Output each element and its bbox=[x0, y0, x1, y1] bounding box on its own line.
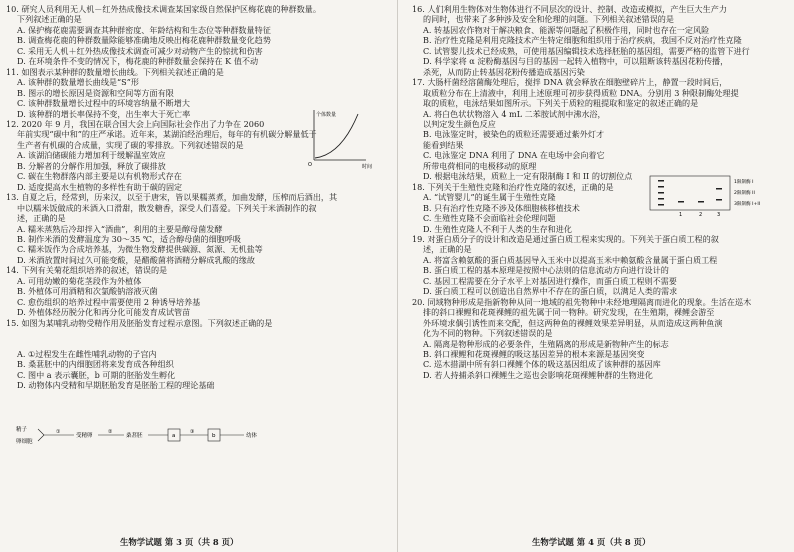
right-page-line: C. 生殖性克隆不会面临社会伦理问题 bbox=[423, 213, 556, 224]
right-page-line: C. 巡木措湖中所有斜口裸鲤个体的吸这基因组成了该种群的基因库 bbox=[423, 359, 661, 370]
legend-3: 3限制酶 I+II bbox=[734, 202, 761, 207]
node-zygote: 受精卵 bbox=[76, 433, 93, 439]
origin-label: O bbox=[308, 162, 312, 168]
left-page-line: D. 该种群的增长率保持不变，出生率大于死亡率 bbox=[17, 108, 191, 119]
left-page-line: B. 桑葚胚中的内细胞团将来发育成各种组织 bbox=[17, 359, 174, 370]
right-page-line: A. 将富含赖氨酸的蛋白质基因导入玉米中以提高玉米中赖氨酸含量属于蛋白质工程 bbox=[423, 254, 718, 265]
right-page-line: A. 将白色状状物溶入 4 mL 二苯胺试剂中沸水浴， bbox=[423, 108, 606, 119]
right-page-line: 19. 对蛋白质分子的设计和改造是通过蛋白质工程来实现的。下列关于蛋白质工程的叙 bbox=[412, 233, 719, 244]
node-morula: 桑葚胚 bbox=[126, 433, 143, 439]
left-page-line: A. 可用幼嫩的菊花茎段作为外植体 bbox=[17, 275, 142, 286]
right-page-line: 的同时，也带来了多种涉及安全和伦理的问题。下列相关叙述错误的是 bbox=[423, 14, 674, 25]
left-page-line: 生产者有机碳的合成量，实现了碳的零排放。下列叙述错误的是 bbox=[17, 139, 244, 150]
left-page-line: D. 动物体内受精和早期胚胎发育是胚胎工程的理论基础 bbox=[17, 380, 215, 391]
right-page-line: C. 试管婴儿技术已经成熟，可使用基因编辑技术选择胚胎的基因组，需要严格的监管下进行 bbox=[423, 45, 750, 56]
right-page-line: B. 电泳鉴定时，被染色的质粒还需要通过紫外灯才 bbox=[423, 129, 605, 140]
left-page-line: A. 保护梅花鹿需要调查其种群密度、年龄结构和生态位等种群数量特征 bbox=[17, 24, 271, 35]
right-page-line: 以判定发生颜色反应 bbox=[423, 118, 496, 129]
right-page-line: 述，正确的是 bbox=[423, 244, 472, 255]
right-page-line: D. 蛋白质工程可以创造出自然界中不存在的蛋白质，以满足人类的需求 bbox=[423, 286, 678, 297]
footer-page-4: 生物学试题 第 4 页（共 8 页） bbox=[532, 537, 651, 547]
left-page-line: 下列叙述正确的是 bbox=[17, 14, 82, 25]
left-page-line: 14. 下列有关菊花组织培养的叙述，错误的是 bbox=[6, 265, 168, 276]
right-page-line: 杀死，从而防止转基因花粉传播造成基因污染 bbox=[423, 66, 585, 77]
right-page-line: 排的斜口裸鲤和花斑裸鲤的祖先属于同一物种。研究发现，在生殖期，裸鲤会游至 bbox=[423, 307, 715, 318]
right-page-line: 化为不同的物种。下列叙述错误的是 bbox=[423, 328, 553, 339]
lane-1: 1 bbox=[679, 212, 683, 218]
right-page-line: D. 根据电泳结果，质粒上一定有限制酶 I 和 II 的切割位点 bbox=[423, 171, 633, 182]
left-page-line: 12. 2020 年 9 月，我国在联合国大会上向国际社会作出了力争在 2060 bbox=[6, 118, 265, 129]
legend-1: 1限制酶 I bbox=[734, 180, 754, 185]
y-axis-label: 个体数量 bbox=[316, 112, 337, 118]
step-3: ③ bbox=[190, 429, 195, 435]
left-page-line: D. 适度提高水生植物的多样性有助于碳的固定 bbox=[17, 181, 183, 192]
lane-3: 3 bbox=[717, 212, 721, 218]
right-page-line: 17. 大肠杆菌经溶菌酶处理后，搅拌 DNA 就会释放在细胞壁碎片上，静置一段时间后， bbox=[412, 77, 728, 88]
right-page-line: C. 基因工程需要在分子水平上对基因进行操作，而蛋白质工程则不需要 bbox=[423, 275, 677, 286]
left-page-line bbox=[6, 339, 382, 349]
right-page-line: 能看到结果 bbox=[423, 139, 464, 150]
right-page-line: A. “试管婴儿”的诞生属于生殖性克隆 bbox=[423, 192, 556, 203]
footer-page-3: 生物学试题 第 3 页（共 8 页） bbox=[120, 537, 239, 547]
right-page-line: C. 电泳鉴定 DNA 利用了 DNA 在电场中会向着它 bbox=[423, 150, 605, 161]
left-page-line: B. 调查梅花鹿的种群数量除能够准确地反映出梅花鹿种群数量变化趋势 bbox=[17, 35, 271, 46]
node-offspring: 幼体 bbox=[246, 433, 258, 439]
right-page-line: A. 隔离是物种形成的必要条件，生殖隔离的形成是新物种产生的标志 bbox=[423, 338, 669, 349]
right-page-line: A. 转基因农作物对于解决粮食、能源等问题起了积极作用，同时也存在一定风险 bbox=[423, 24, 710, 35]
right-page-line: 外环境求偶引诱性而来交配，但这两种鱼的裸鲤效果差异明显，从而造成这两种鱼演 bbox=[423, 317, 723, 328]
left-page-line: A. 糯米蒸熟后冷却拌入“酒曲”，利用的主要是醇母菌发酵 bbox=[17, 223, 223, 234]
right-page-line: B. 只有治疗性克隆不涉及体细胞核移植技术 bbox=[423, 202, 580, 213]
left-page-line: B. 制作米酒的发酵温度为 30～35 ℃，适合醇母菌的细胞呼吸 bbox=[17, 233, 241, 244]
left-page-line: C. 图中 a 表示囊胚，b 可期的胚胎发生孵化 bbox=[17, 369, 176, 380]
left-page-line: C. 采用无人机＋红外热成像技术调查可减少对动物产生的惊扰和伤害 bbox=[17, 45, 263, 56]
right-page-line: D. 若人持捕杀斜口裸鲤生之巡也会影响花斑裸鲤种群的生物进化 bbox=[423, 369, 653, 380]
node-egg: 卵细胞 bbox=[16, 439, 33, 445]
left-page-line: C. 该种群数量增长过程中的环境容纳量不断增大 bbox=[17, 98, 190, 109]
page-divider bbox=[397, 0, 398, 552]
left-page-line: C. 糯米饭作为合成培养基，为微生物发酵提供碳源、氮源、无机盐等 bbox=[17, 244, 263, 255]
node-b: b bbox=[212, 433, 216, 439]
left-page-line: 13. 自夏之后，经常到，历来汉，以至于唐宋，皆以果糯蒸煮，加曲发酵，压榨而后酒出，其 bbox=[6, 192, 338, 203]
left-page-line: C. 碳在生物群落内部主要是以有机物形式存在 bbox=[17, 171, 182, 182]
left-page-line: 10. 研究人员利用无人机－红外热成像技术调查某国家级自然保护区梅花鹿的种群数量。 bbox=[6, 4, 321, 14]
left-page-line: D. 外植体经历脱分化和再分化可能发育成试管苗 bbox=[17, 307, 191, 318]
step-1: ① bbox=[56, 429, 61, 435]
left-page-line: B. 外植体可用酒精和次氯酸钠溶液灭菌 bbox=[17, 286, 158, 297]
left-page-line: 11. 如图表示某种群的数量增长曲线。下列相关叙述正确的是 bbox=[6, 66, 224, 77]
right-page-line: B. 斜口裸鲤和花斑裸鲤的吸这基因差异的根本来源是基因突变 bbox=[423, 348, 645, 359]
left-page-line: C. 愈伤组织的培养过程中需要使用 2 种诱导培养基 bbox=[17, 296, 201, 307]
right-page-line: 16. 人们利用生物体对生物体进行不同层次的设计、控制、改造或模拟，产生巨大生产力 bbox=[412, 4, 727, 14]
left-page-line: 年前实现“碳中和”的庄严承诺。近年来，某湖泊经治理后，每年的有机碳分解量低于 bbox=[17, 129, 317, 140]
right-page-line: 18. 下列关于生殖性克隆和治疗性克隆的叙述，正确的是 bbox=[412, 181, 614, 192]
step-2: ② bbox=[108, 429, 113, 435]
lane-2: 2 bbox=[699, 212, 703, 218]
embryo-development-flow bbox=[12, 424, 328, 446]
left-page-column bbox=[6, 4, 382, 391]
left-page-line: 述，正确的是 bbox=[17, 213, 66, 224]
node-a: a bbox=[172, 433, 176, 439]
left-page-line: A. 该湖泊储碳能力增加利于缓解温室效应 bbox=[17, 150, 166, 161]
right-page-line: B. 蛋白质工程的基本原理是按照中心法则的信息流动方向进行设计的 bbox=[423, 265, 669, 276]
node-sperm: 精子 bbox=[16, 427, 28, 433]
growth-curve bbox=[315, 114, 358, 158]
right-page-line: D. 生殖性克隆人不利于人类的生存和进化 bbox=[423, 223, 572, 234]
right-page-line: 20. 同域物种形成是指新物种从同一地域的祖先物种中未经地理隔离而进化的现象。生活在巡木 bbox=[412, 296, 752, 307]
right-page-line: 所带电荷相同的电极移动的原理 bbox=[423, 160, 537, 171]
right-page-line: 取的质粒，电泳结果如图所示。下列关于质粒的粗提取和鉴定的叙述正确的是 bbox=[423, 98, 699, 109]
right-page-line: B. 治疗性克隆是利用克隆技术产生特定细胞和组织用于治疗疾病，我国不反对治疗性克隆 bbox=[423, 35, 742, 46]
left-page-line: A. 该种群的数量增长曲线是“S”形 bbox=[17, 77, 139, 88]
right-page-line: 取质粒分布在上清液中，利用上述原理可初步获得质粒 DNA。分别用 3 种限制酶处理提 bbox=[423, 87, 739, 98]
left-page-line: 中以糯米饭做成的米酒入口滑甜，散发糖香，深受人们喜爱。下列关于米酒制作的叙 bbox=[17, 202, 317, 213]
left-page-line: D. 米酒放置时间过久可能变酸，是醋酸菌将酒精分解成乳酸的缘故 bbox=[17, 254, 255, 265]
electrophoresis-figure bbox=[648, 174, 788, 218]
x-axis-label: 时间 bbox=[362, 164, 373, 170]
left-page-line: B. 分解者的分解作用加强，释放了碳排放 bbox=[17, 160, 166, 171]
legend-2: 2限制酶 II bbox=[734, 191, 755, 196]
left-page-line: 15. 如图为某哺乳动物受精作用及胚胎发育过程示意图。下列叙述正确的是 bbox=[6, 317, 273, 328]
left-page-line bbox=[6, 328, 382, 338]
left-page-line: D. 在环境条件不变的情况下，梅花鹿的种群数量会保持在 K 值不动 bbox=[17, 56, 259, 67]
right-page-line: D. 科学家将 α 淀粉酶基因与目的基因一起转入植物中，可以阻断该转基因花粉传播， bbox=[423, 56, 729, 67]
growth-curve-figure bbox=[306, 108, 378, 170]
left-page-line: B. 图示的增长原因是资源和空间等方面有限 bbox=[17, 87, 174, 98]
left-page-line: A. ①过程发生在雌性哺乳动物的子宫内 bbox=[17, 348, 157, 359]
